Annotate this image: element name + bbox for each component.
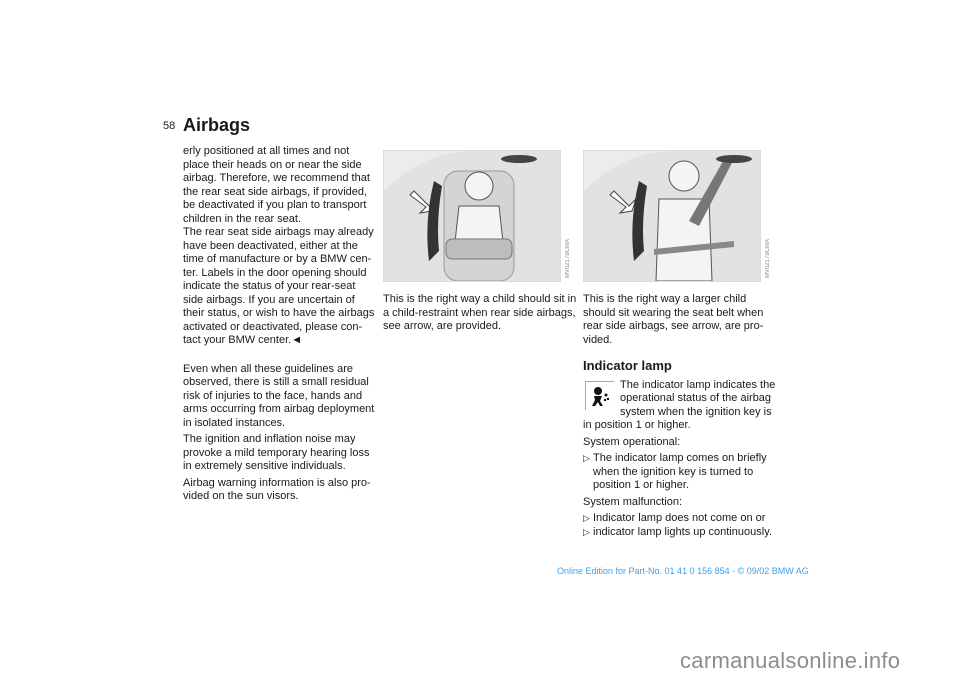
bullet-icon: ▷ — [583, 513, 590, 523]
list-item — [583, 526, 783, 540]
text-line: risk of injuries to the face, hands and — [183, 389, 363, 402]
column-3 — [583, 293, 783, 542]
text-line: in extremely sensitive individuals. — [183, 460, 346, 472]
text-line: activated or deactivated, please con- — [183, 320, 363, 333]
text-line: time of manufacture or by a BMW cen- — [183, 253, 372, 265]
text-line: The indicator lamp indicates the — [620, 378, 776, 391]
text-line: vided on the sun visors. — [183, 490, 299, 502]
text-line: Even when all these guidelines are — [183, 362, 354, 375]
text-line: vided. — [583, 333, 613, 346]
text-line: The indicator lamp comes on briefly — [593, 452, 767, 464]
text-line: rear side airbags, see arrow, are pro- — [583, 320, 764, 332]
figure-code: MV02179CMA — [765, 238, 771, 278]
label: System malfunction: — [583, 495, 683, 508]
text-line: their status, or wish to have the airbags — [183, 307, 375, 319]
text-line: observed, there is still a small residual — [183, 376, 369, 388]
text-line: place their heads on or near the side — [183, 158, 362, 171]
text-line: be deactivated if you plan to transport — [183, 199, 367, 211]
text-line: erly positioned at all times and not — [183, 145, 350, 157]
text-line: the rear seat side airbags, if provided, — [183, 185, 368, 198]
page-title: Airbags — [183, 115, 251, 135]
text-line: when the ignition key is turned to — [593, 465, 754, 478]
child-seat-illustration — [384, 151, 560, 281]
paragraph — [183, 145, 378, 348]
text-line: position 1 or higher. — [593, 479, 690, 491]
column-1 — [183, 145, 378, 507]
text-line: children in the rear seat. — [183, 212, 302, 225]
text-line: a child-restraint when rear side airbags, — [383, 306, 576, 319]
label: System operational: — [583, 435, 681, 448]
figure-caption — [383, 293, 583, 334]
text-line: in position 1 or higher. — [583, 419, 691, 431]
text-line: This is the right way a larger child — [583, 293, 747, 305]
paragraph — [183, 433, 378, 474]
text-line: side airbags. If you are uncertain of — [183, 293, 355, 306]
footer-edition: Online Edition for Part-No. 01 41 0 156 854 - © 09/02 BMW AG — [557, 566, 809, 576]
text-line: Indicator lamp does not come on or — [593, 512, 766, 524]
text-line: tact your BMW center.◄ — [183, 334, 303, 346]
bullet-icon: ▷ — [583, 526, 590, 537]
larger-child-illustration — [584, 151, 760, 281]
paragraph — [183, 477, 378, 504]
text-line: should sit wearing the seat belt when — [583, 306, 764, 319]
text-line: indicate the status of your rear-seat — [183, 280, 356, 292]
list-item — [583, 512, 783, 526]
bullet-icon: ▷ — [583, 453, 590, 463]
figure-larger-child — [583, 150, 769, 282]
page-number: 58 — [163, 120, 176, 132]
figure-code: MV02178CMA — [565, 238, 571, 278]
section-heading: Indicator lamp — [583, 358, 672, 373]
text-line: see arrow, are provided. — [383, 320, 502, 332]
text-line: The ignition and inflation noise may — [183, 433, 356, 445]
airbag-warning-icon — [585, 381, 614, 410]
text-line: indicator lamp lights up continuously. — [593, 525, 772, 538]
watermark[interactable]: carmanualsonline.info — [680, 648, 901, 673]
figure-caption — [583, 293, 783, 347]
text-line: Airbag warning information is also pro- — [183, 476, 371, 489]
text-line: The rear seat side airbags may already — [183, 226, 374, 238]
figure-child-seat — [383, 150, 569, 282]
list-item — [583, 452, 783, 493]
text-line: system when the ignition key is — [620, 405, 772, 418]
text-line: operational status of the airbag — [620, 392, 772, 404]
paragraph — [183, 363, 378, 431]
text-line: have been deactivated, either at the — [183, 239, 358, 252]
text-line: airbag. Therefore, we recommend that — [183, 172, 370, 184]
text-line: in isolated instances. — [183, 416, 286, 429]
text-line: This is the right way a child should sit in — [383, 293, 577, 305]
text-line: arms occurring from airbag deployment — [183, 403, 375, 415]
text-line: provoke a mild temporary hearing loss — [183, 446, 370, 459]
indicator-intro — [583, 379, 783, 433]
text-line: ter. Labels in the door opening should — [183, 266, 367, 279]
